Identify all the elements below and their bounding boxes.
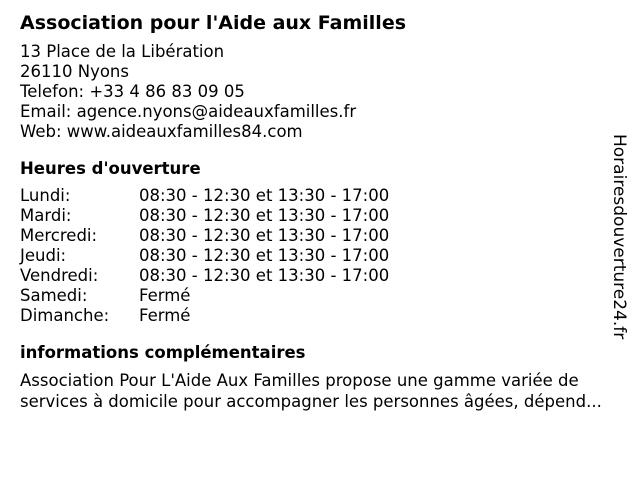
day-hours: 08:30 - 12:30 et 13:30 - 17:00 xyxy=(139,226,390,245)
hours-row-thursday xyxy=(20,246,620,266)
info-description xyxy=(20,370,632,412)
day-hours: Fermé xyxy=(139,306,191,325)
day-label: Jeudi: xyxy=(20,246,67,265)
day-hours: 08:30 - 12:30 et 13:30 - 17:00 xyxy=(139,186,390,205)
hours-table xyxy=(20,186,620,326)
site-watermark xyxy=(602,134,636,346)
hours-row-monday xyxy=(20,186,620,206)
business-name: Association pour l'Aide aux Familles xyxy=(20,12,407,34)
day-label: Mardi: xyxy=(20,206,72,225)
hours-row-saturday xyxy=(20,286,620,306)
day-label: Samedi: xyxy=(20,286,88,305)
contact-block xyxy=(20,42,620,142)
hours-heading: Heures d'ouverture xyxy=(20,159,201,178)
address-city: 26110 Nyons xyxy=(20,62,129,81)
day-label: Lundi: xyxy=(20,186,71,205)
address-street: 13 Place de la Libération xyxy=(20,42,225,61)
business-card xyxy=(20,10,620,412)
email-address: Email: agence.nyons@aideauxfamilles.fr xyxy=(20,102,357,121)
website: Web: www.aideauxfamilles84.com xyxy=(20,122,303,141)
hours-row-wednesday xyxy=(20,226,620,246)
day-hours: 08:30 - 12:30 et 13:30 - 17:00 xyxy=(139,266,390,285)
day-label: Vendredi: xyxy=(20,266,99,285)
day-hours: Fermé xyxy=(139,286,191,305)
site-watermark-text: Horairesdouverture24.fr xyxy=(609,134,629,340)
hours-row-friday xyxy=(20,266,620,286)
day-label: Mercredi: xyxy=(20,226,98,245)
info-line: services à domicile pour accompagner les personnes âgées, dépend... xyxy=(20,392,602,411)
phone-number: Telefon: +33 4 86 83 09 05 xyxy=(20,82,245,101)
info-heading: informations complémentaires xyxy=(20,343,306,362)
day-label: Dimanche: xyxy=(20,306,110,325)
day-hours: 08:30 - 12:30 et 13:30 - 17:00 xyxy=(139,246,390,265)
day-hours: 08:30 - 12:30 et 13:30 - 17:00 xyxy=(139,206,390,225)
info-line: Association Pour L'Aide Aux Familles propose une gamme variée de xyxy=(20,371,579,390)
hours-row-tuesday xyxy=(20,206,620,226)
hours-row-sunday xyxy=(20,306,620,326)
